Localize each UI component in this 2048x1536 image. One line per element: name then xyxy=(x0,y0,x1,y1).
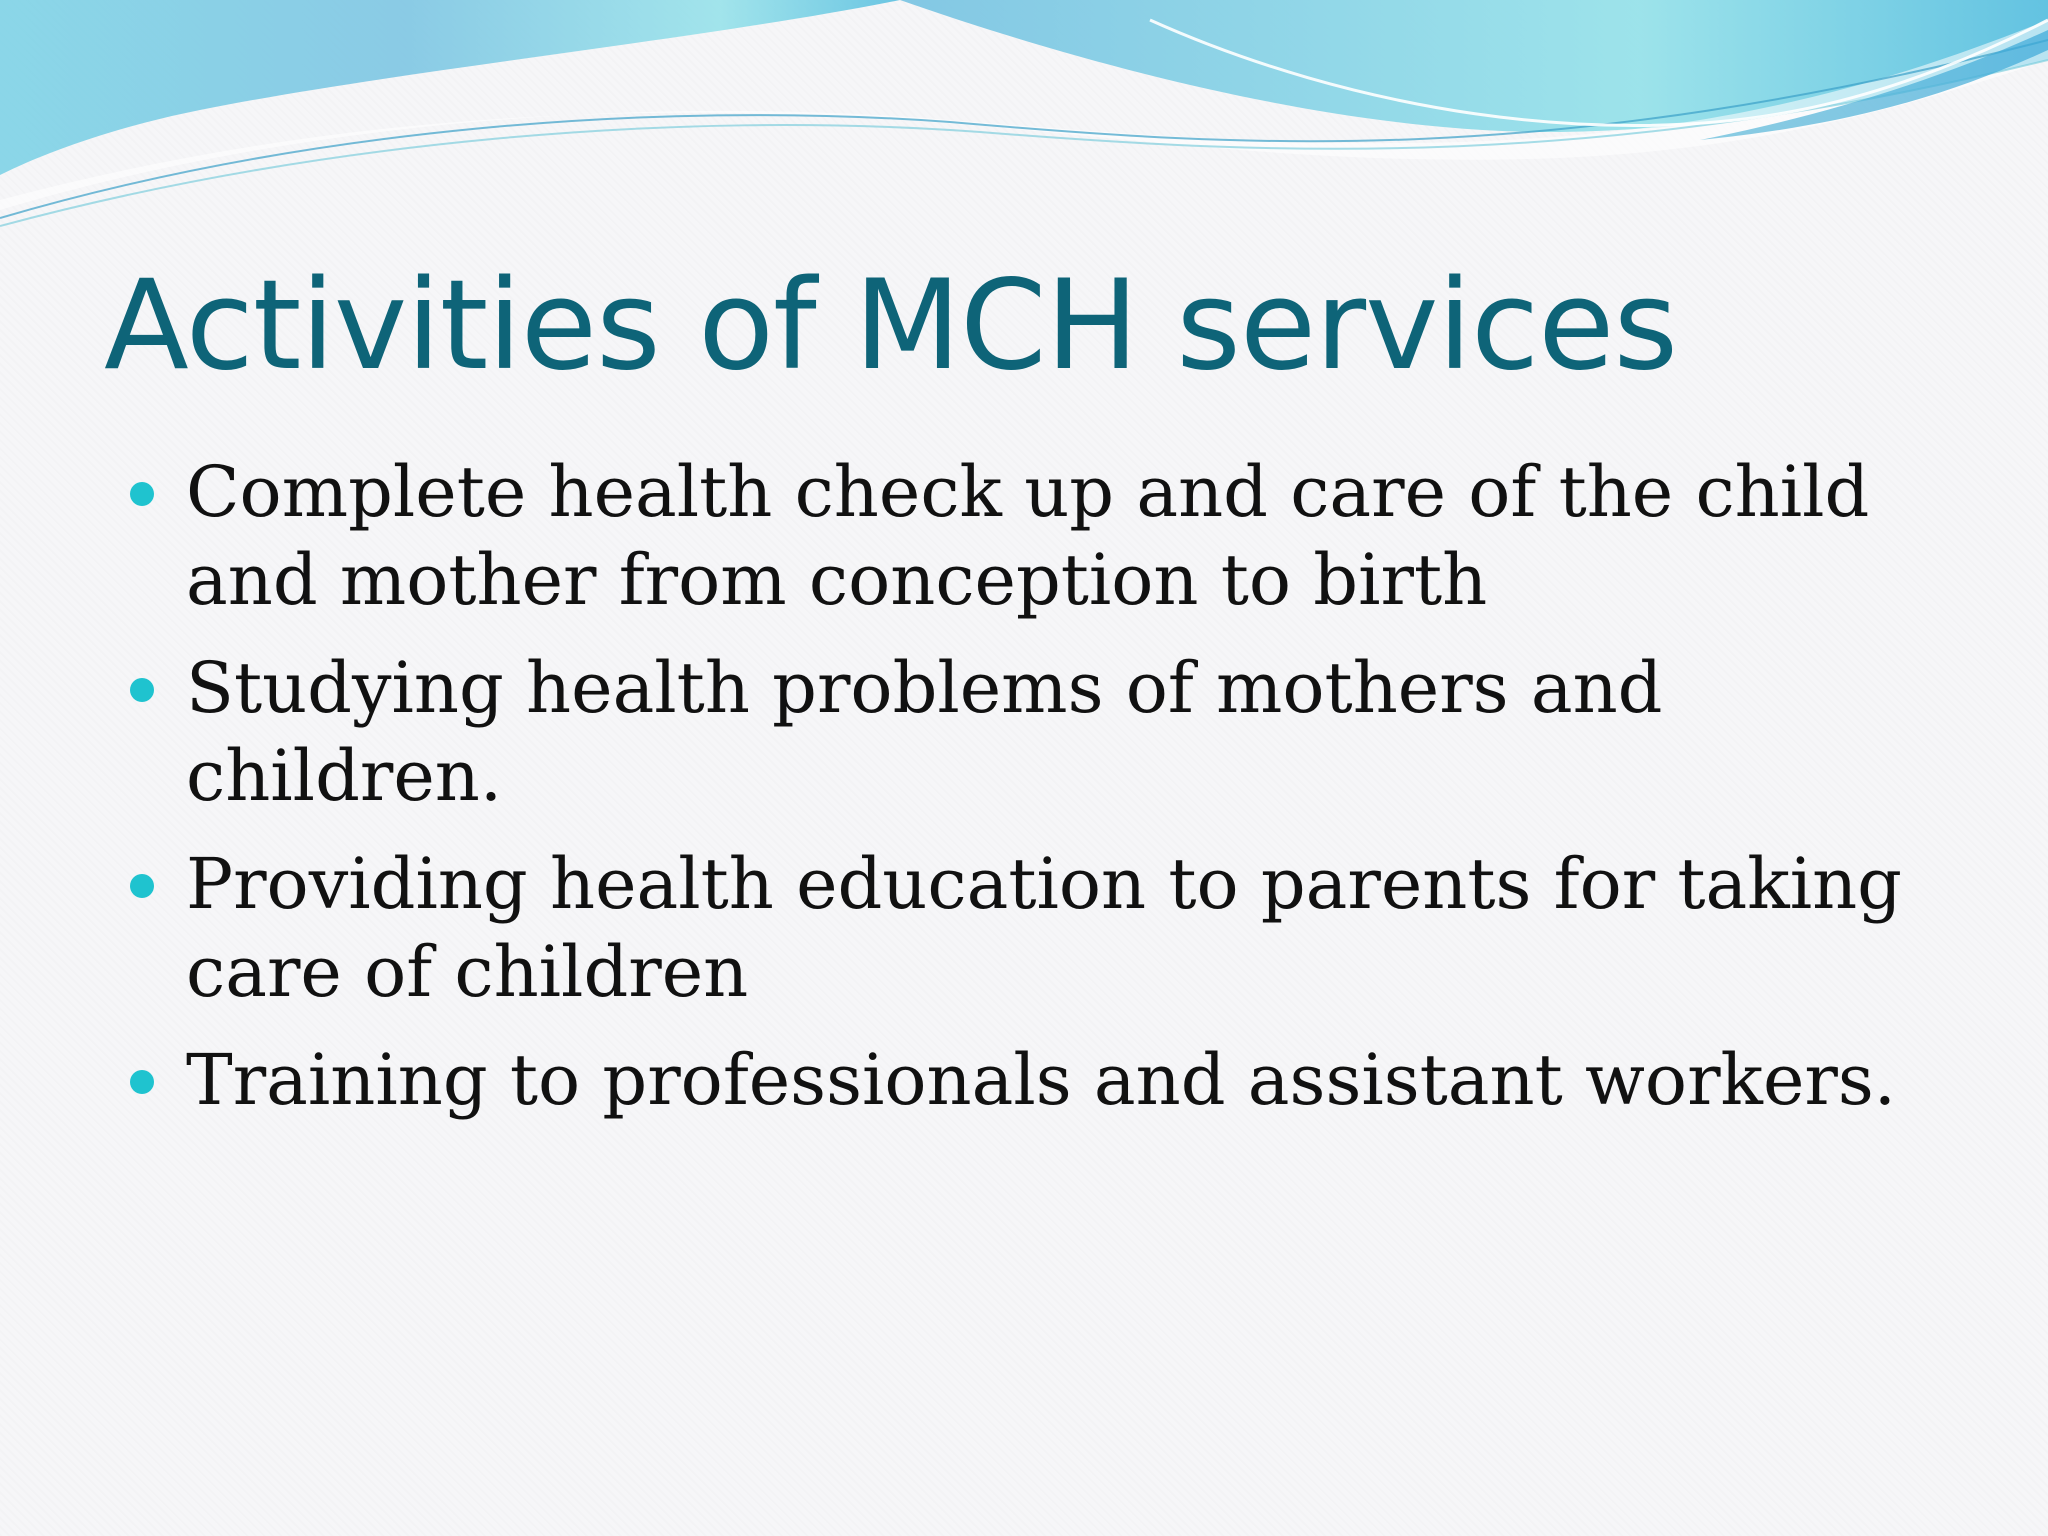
bullet-dot-icon xyxy=(130,482,154,506)
bullet-dot-icon xyxy=(130,678,154,702)
list-item xyxy=(130,644,1930,820)
list-item xyxy=(130,840,1930,1016)
bullet-text: Providing health education to parents for taking care of children xyxy=(186,843,1902,1013)
list-item xyxy=(130,448,1930,624)
slide-title: Activities of MCH services xyxy=(104,254,1678,398)
bullet-dot-icon xyxy=(130,1070,154,1094)
bullet-dot-icon xyxy=(130,874,154,898)
list-item xyxy=(130,1036,1930,1124)
bullet-text: Training to professionals and assistant workers. xyxy=(186,1039,1897,1121)
bullet-list xyxy=(130,448,1930,1144)
bullet-text: Complete health check up and care of the child and mother from conception to birth xyxy=(186,451,1870,621)
bullet-text: Studying health problems of mothers and children. xyxy=(186,647,1663,817)
header-wave-decoration xyxy=(0,0,2048,240)
